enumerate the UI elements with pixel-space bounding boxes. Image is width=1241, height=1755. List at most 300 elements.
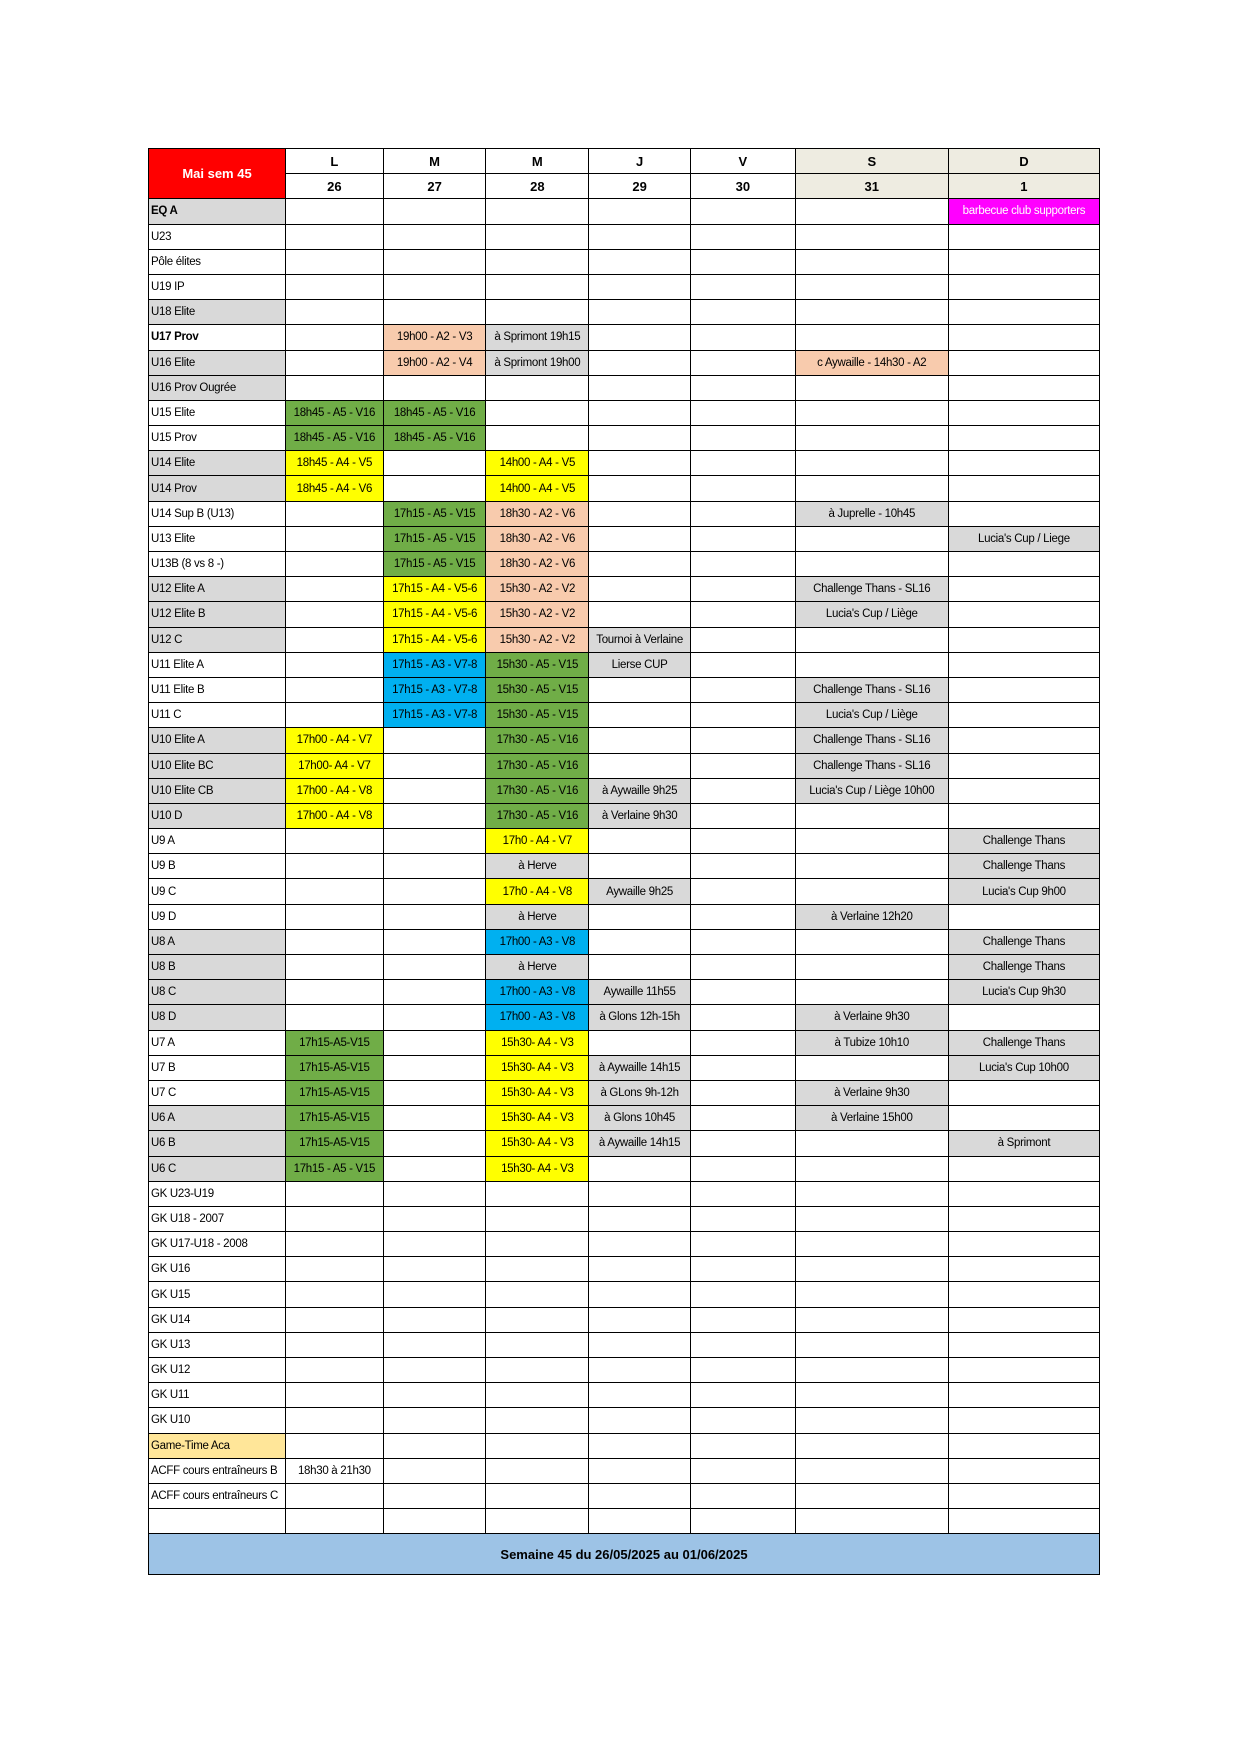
empty-cell: [589, 829, 691, 854]
empty-cell: [690, 1282, 795, 1307]
empty-cell: [589, 1282, 691, 1307]
event-cell: 17h00 - A4 - V8: [286, 803, 384, 828]
team-row: [149, 677, 1100, 702]
team-label: U23: [149, 224, 286, 249]
empty-cell: [690, 652, 795, 677]
empty-cell: [690, 1307, 795, 1332]
empty-cell: [486, 1433, 589, 1458]
empty-cell: [286, 879, 384, 904]
empty-cell: [795, 1206, 948, 1231]
team-label: Game-Time Aca: [149, 1433, 286, 1458]
empty-cell: [589, 249, 691, 274]
empty-cell: [589, 400, 691, 425]
event-cell: Aywaille 9h25: [589, 879, 691, 904]
empty-cell: [286, 224, 384, 249]
empty-cell: [286, 703, 384, 728]
empty-cell: [383, 879, 486, 904]
empty-cell: [690, 980, 795, 1005]
empty-cell: [690, 300, 795, 325]
empty-cell: [690, 375, 795, 400]
team-row: [149, 854, 1100, 879]
day-letter-row: [149, 149, 1100, 174]
empty-cell: [486, 1458, 589, 1483]
event-cell: 19h00 - A2 - V3: [383, 325, 486, 350]
empty-cell: [589, 552, 691, 577]
empty-cell: [383, 1358, 486, 1383]
event-cell: 15h30- A4 - V3: [486, 1156, 589, 1181]
team-label: U6 C: [149, 1156, 286, 1181]
empty-cell: [690, 854, 795, 879]
team-label: U8 C: [149, 980, 286, 1005]
empty-cell: [795, 451, 948, 476]
team-row: [149, 300, 1100, 325]
empty-cell: [383, 1332, 486, 1357]
empty-cell: [286, 375, 384, 400]
empty-cell: [690, 1030, 795, 1055]
empty-cell: [948, 1080, 1099, 1105]
team-label: GK U14: [149, 1307, 286, 1332]
empty-cell: [383, 955, 486, 980]
empty-cell: [383, 224, 486, 249]
team-label: Pôle élites: [149, 249, 286, 274]
team-row: [149, 1232, 1100, 1257]
event-cell: 15h30- A4 - V3: [486, 1080, 589, 1105]
event-cell: 17h00 - A4 - V7: [286, 728, 384, 753]
event-cell: 15h30- A4 - V3: [486, 1055, 589, 1080]
team-label: U14 Sup B (U13): [149, 501, 286, 526]
team-label: [149, 1509, 286, 1534]
event-cell: 18h45 - A5 - V16: [286, 400, 384, 425]
empty-cell: [589, 728, 691, 753]
empty-cell: [383, 451, 486, 476]
empty-cell: [795, 526, 948, 551]
team-row: [149, 1080, 1100, 1105]
team-row: [149, 325, 1100, 350]
empty-cell: [286, 1181, 384, 1206]
empty-cell: [795, 249, 948, 274]
week-range-footer: Semaine 45 du 26/05/2025 au 01/06/2025: [149, 1534, 1100, 1575]
event-cell: à Verlaine 9h30: [589, 803, 691, 828]
empty-cell: [948, 1206, 1099, 1231]
empty-cell: [690, 426, 795, 451]
empty-cell: [690, 526, 795, 551]
empty-cell: [589, 325, 691, 350]
empty-cell: [286, 1358, 384, 1383]
empty-cell: [486, 1181, 589, 1206]
empty-cell: [795, 1433, 948, 1458]
event-cell: Challenge Thans: [948, 955, 1099, 980]
empty-cell: [948, 577, 1099, 602]
empty-cell: [286, 1483, 384, 1508]
team-row: [149, 1433, 1100, 1458]
footer-row: [149, 1534, 1100, 1575]
team-label: GK U23-U19: [149, 1181, 286, 1206]
empty-cell: [383, 1433, 486, 1458]
empty-cell: [795, 1055, 948, 1080]
team-row: [149, 1307, 1100, 1332]
empty-cell: [948, 1181, 1099, 1206]
empty-cell: [690, 677, 795, 702]
team-row: [149, 1106, 1100, 1131]
event-cell: 17h15 - A4 - V5-6: [383, 577, 486, 602]
empty-cell: [690, 350, 795, 375]
empty-cell: [589, 1408, 691, 1433]
event-cell: 17h15-A5-V15: [286, 1055, 384, 1080]
empty-cell: [948, 1358, 1099, 1383]
event-cell: à Verlaine 15h00: [795, 1106, 948, 1131]
empty-cell: [286, 677, 384, 702]
team-label: U12 Elite A: [149, 577, 286, 602]
empty-cell: [948, 350, 1099, 375]
event-cell: Challenge Thans: [948, 854, 1099, 879]
empty-cell: [486, 1307, 589, 1332]
empty-cell: [286, 1383, 384, 1408]
empty-cell: [286, 526, 384, 551]
team-row: [149, 1055, 1100, 1080]
empty-cell: [690, 325, 795, 350]
team-label: U11 C: [149, 703, 286, 728]
schedule-footer: [149, 1534, 1100, 1575]
empty-cell: [948, 400, 1099, 425]
empty-cell: [486, 1257, 589, 1282]
empty-cell: [383, 1106, 486, 1131]
empty-cell: [589, 274, 691, 299]
team-row: [149, 552, 1100, 577]
team-label: U6 B: [149, 1131, 286, 1156]
empty-cell: [383, 1181, 486, 1206]
empty-cell: [286, 1307, 384, 1332]
event-cell: 17h15 - A5 - V15: [383, 552, 486, 577]
team-row: [149, 1156, 1100, 1181]
team-row: [149, 375, 1100, 400]
event-cell: 17h00- A4 - V7: [286, 753, 384, 778]
empty-cell: [589, 1332, 691, 1357]
team-row: [149, 778, 1100, 803]
empty-cell: [948, 1383, 1099, 1408]
empty-cell: [589, 451, 691, 476]
team-label: GK U15: [149, 1282, 286, 1307]
event-cell: 18h30 - A2 - V6: [486, 501, 589, 526]
empty-cell: [383, 1156, 486, 1181]
team-label: U16 Prov Ougrée: [149, 375, 286, 400]
empty-cell: [589, 904, 691, 929]
empty-cell: [948, 803, 1099, 828]
empty-cell: [383, 1055, 486, 1080]
empty-cell: [486, 426, 589, 451]
empty-cell: [486, 375, 589, 400]
empty-cell: [690, 929, 795, 954]
empty-cell: [589, 199, 691, 224]
event-cell: à Herve: [486, 904, 589, 929]
day-date-fri: 30: [690, 174, 795, 199]
empty-cell: [690, 1080, 795, 1105]
empty-cell: [948, 451, 1099, 476]
empty-cell: [690, 1383, 795, 1408]
team-label: U18 Elite: [149, 300, 286, 325]
empty-cell: [948, 501, 1099, 526]
team-row: [149, 274, 1100, 299]
empty-cell: [795, 803, 948, 828]
event-cell: Challenge Thans: [948, 829, 1099, 854]
empty-cell: [795, 274, 948, 299]
empty-cell: [690, 199, 795, 224]
empty-cell: [690, 1156, 795, 1181]
empty-cell: [383, 199, 486, 224]
event-cell: 19h00 - A2 - V4: [383, 350, 486, 375]
empty-cell: [690, 728, 795, 753]
team-label: U9 C: [149, 879, 286, 904]
event-cell: 17h0 - A4 - V8: [486, 879, 589, 904]
event-cell: à GLons 9h-12h: [589, 1080, 691, 1105]
event-cell: 17h15 - A4 - V5-6: [383, 602, 486, 627]
empty-cell: [795, 1483, 948, 1508]
empty-cell: [690, 803, 795, 828]
empty-cell: [690, 476, 795, 501]
team-row: [149, 728, 1100, 753]
empty-cell: [383, 1307, 486, 1332]
team-label: U8 A: [149, 929, 286, 954]
empty-cell: [589, 1206, 691, 1231]
empty-cell: [383, 778, 486, 803]
empty-cell: [486, 224, 589, 249]
team-row: [149, 703, 1100, 728]
event-cell: 17h30 - A5 - V16: [486, 728, 589, 753]
empty-cell: [486, 1483, 589, 1508]
team-label: U7 B: [149, 1055, 286, 1080]
empty-cell: [589, 350, 691, 375]
empty-cell: [589, 1458, 691, 1483]
team-label: GK U13: [149, 1332, 286, 1357]
event-cell: à Glons 12h-15h: [589, 1005, 691, 1030]
event-cell: Tournoi à Verlaine: [589, 627, 691, 652]
empty-cell: [589, 1156, 691, 1181]
empty-cell: [383, 476, 486, 501]
event-cell: Lierse CUP: [589, 652, 691, 677]
empty-cell: [690, 1509, 795, 1534]
empty-cell: [795, 1358, 948, 1383]
empty-cell: [948, 325, 1099, 350]
empty-cell: [948, 1307, 1099, 1332]
empty-cell: [690, 904, 795, 929]
team-label: U13B (8 vs 8 -): [149, 552, 286, 577]
empty-cell: [948, 1005, 1099, 1030]
empty-cell: [795, 879, 948, 904]
empty-cell: [948, 476, 1099, 501]
empty-cell: [795, 854, 948, 879]
event-cell: 17h15 - A5 - V15: [383, 501, 486, 526]
team-row: [149, 1358, 1100, 1383]
event-cell: 18h45 - A5 - V16: [383, 426, 486, 451]
empty-cell: [383, 1080, 486, 1105]
empty-cell: [795, 1408, 948, 1433]
empty-cell: [795, 980, 948, 1005]
team-label: U9 B: [149, 854, 286, 879]
empty-cell: [795, 476, 948, 501]
event-cell: 15h30 - A2 - V2: [486, 602, 589, 627]
empty-cell: [690, 829, 795, 854]
team-row: [149, 753, 1100, 778]
empty-cell: [383, 904, 486, 929]
empty-cell: [383, 1257, 486, 1282]
empty-cell: [486, 300, 589, 325]
event-cell: 17h00 - A3 - V8: [486, 980, 589, 1005]
team-row: [149, 426, 1100, 451]
empty-cell: [383, 1483, 486, 1508]
empty-cell: [383, 980, 486, 1005]
empty-cell: [795, 325, 948, 350]
empty-cell: [948, 1408, 1099, 1433]
empty-cell: [383, 1509, 486, 1534]
empty-cell: [383, 1383, 486, 1408]
empty-cell: [690, 1106, 795, 1131]
day-date-row: [149, 174, 1100, 199]
empty-cell: [948, 753, 1099, 778]
empty-cell: [486, 274, 589, 299]
empty-cell: [286, 274, 384, 299]
schedule-body: [149, 199, 1100, 1534]
empty-cell: [690, 703, 795, 728]
empty-cell: [486, 1332, 589, 1357]
empty-cell: [286, 199, 384, 224]
empty-cell: [589, 1358, 691, 1383]
empty-cell: [690, 1206, 795, 1231]
team-row: [149, 879, 1100, 904]
empty-cell: [795, 955, 948, 980]
empty-cell: [948, 224, 1099, 249]
day-letter-sat: S: [795, 149, 948, 174]
empty-cell: [286, 1282, 384, 1307]
empty-cell: [286, 249, 384, 274]
team-label: U14 Elite: [149, 451, 286, 476]
empty-cell: [690, 1458, 795, 1483]
empty-cell: [795, 375, 948, 400]
empty-cell: [589, 1257, 691, 1282]
team-label: ACFF cours entraîneurs C: [149, 1483, 286, 1508]
event-cell: 17h15 - A4 - V5-6: [383, 627, 486, 652]
empty-cell: [589, 375, 691, 400]
empty-cell: [589, 677, 691, 702]
empty-cell: [795, 829, 948, 854]
empty-cell: [589, 929, 691, 954]
team-row: [149, 1030, 1100, 1055]
day-date-thu: 29: [589, 174, 691, 199]
empty-cell: [948, 1483, 1099, 1508]
team-row: [149, 1005, 1100, 1030]
team-row: [149, 350, 1100, 375]
event-cell: à Aywaille 9h25: [589, 778, 691, 803]
empty-cell: [795, 1383, 948, 1408]
team-label: U11 Elite B: [149, 677, 286, 702]
empty-cell: [690, 778, 795, 803]
team-label: U10 Elite A: [149, 728, 286, 753]
team-label: U15 Prov: [149, 426, 286, 451]
event-cell: 17h30 - A5 - V16: [486, 778, 589, 803]
team-label: GK U12: [149, 1358, 286, 1383]
empty-cell: [948, 1156, 1099, 1181]
empty-cell: [286, 1509, 384, 1534]
event-cell: 17h00 - A4 - V8: [286, 778, 384, 803]
event-cell: Lucia's Cup 10h00: [948, 1055, 1099, 1080]
empty-cell: [690, 1131, 795, 1156]
empty-cell: [589, 1383, 691, 1408]
event-cell: Aywaille 11h55: [589, 980, 691, 1005]
empty-cell: [589, 753, 691, 778]
empty-cell: [795, 1181, 948, 1206]
empty-cell: [690, 224, 795, 249]
event-cell: barbecue club supporters: [948, 199, 1099, 224]
empty-cell: [383, 274, 486, 299]
team-row: [149, 1408, 1100, 1433]
team-row: [149, 829, 1100, 854]
team-label: GK U10: [149, 1408, 286, 1433]
team-row: [149, 803, 1100, 828]
empty-cell: [690, 627, 795, 652]
empty-cell: [795, 1282, 948, 1307]
empty-cell: [690, 501, 795, 526]
event-cell: Challenge Thans: [948, 929, 1099, 954]
event-cell: 17h15-A5-V15: [286, 1030, 384, 1055]
empty-cell: [589, 1181, 691, 1206]
empty-cell: [486, 1509, 589, 1534]
event-cell: 17h0 - A4 - V7: [486, 829, 589, 854]
team-label: GK U18 - 2007: [149, 1206, 286, 1231]
empty-cell: [795, 1257, 948, 1282]
empty-cell: [286, 904, 384, 929]
empty-cell: [589, 300, 691, 325]
empty-cell: [286, 577, 384, 602]
team-label: U12 Elite B: [149, 602, 286, 627]
team-row: [149, 501, 1100, 526]
empty-cell: [589, 526, 691, 551]
empty-cell: [690, 1408, 795, 1433]
event-cell: Challenge Thans: [948, 1030, 1099, 1055]
empty-cell: [948, 1257, 1099, 1282]
team-row: [149, 199, 1100, 224]
empty-cell: [286, 652, 384, 677]
event-cell: Challenge Thans - SL16: [795, 677, 948, 702]
team-row: [149, 1131, 1100, 1156]
empty-cell: [286, 854, 384, 879]
event-cell: 15h30 - A5 - V15: [486, 677, 589, 702]
empty-cell: [948, 904, 1099, 929]
event-cell: à Sprimont: [948, 1131, 1099, 1156]
team-label: U16 Elite: [149, 350, 286, 375]
empty-cell: [948, 778, 1099, 803]
team-label: GK U11: [149, 1383, 286, 1408]
empty-cell: [383, 300, 486, 325]
schedule-header: [149, 149, 1100, 199]
empty-cell: [795, 929, 948, 954]
event-cell: à Herve: [486, 955, 589, 980]
empty-cell: [589, 1307, 691, 1332]
empty-cell: [286, 300, 384, 325]
empty-cell: [690, 753, 795, 778]
empty-cell: [589, 1433, 691, 1458]
empty-cell: [795, 652, 948, 677]
team-row: [149, 224, 1100, 249]
empty-cell: [383, 1131, 486, 1156]
team-row: [149, 929, 1100, 954]
empty-cell: [589, 501, 691, 526]
empty-cell: [690, 400, 795, 425]
team-row: [149, 1483, 1100, 1508]
team-label: GK U17-U18 - 2008: [149, 1232, 286, 1257]
team-label: U11 Elite A: [149, 652, 286, 677]
team-row: [149, 1282, 1100, 1307]
empty-cell: [690, 602, 795, 627]
team-row: [149, 980, 1100, 1005]
event-cell: 17h15 - A3 - V7-8: [383, 677, 486, 702]
